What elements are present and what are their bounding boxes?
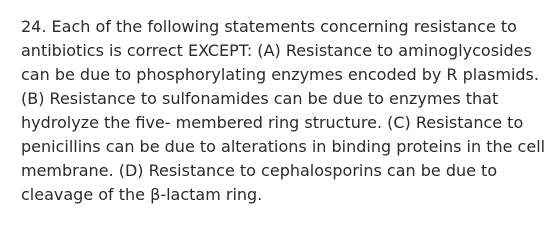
question-line: membrane. (D) Resistance to cephalosporins can be due to xyxy=(21,161,498,180)
question-line: (B) Resistance to sulfonamides can be due to enzymes that xyxy=(21,89,499,108)
question-line: penicillins can be due to alterations in binding proteins in the cell xyxy=(21,137,546,156)
question-line: hydrolyze the five- membered ring structure. (C) Resistance to xyxy=(21,113,524,132)
question-line: cleavage of the β-lactam ring. xyxy=(21,185,263,204)
question-line: antibiotics is correct EXCEPT: (A) Resistance to aminoglycosides xyxy=(21,41,532,60)
question-text xyxy=(21,15,553,207)
question-line: 24. Each of the following statements concerning resistance to xyxy=(21,17,517,36)
question-line: can be due to phosphorylating enzymes encoded by R plasmids. xyxy=(21,65,539,84)
